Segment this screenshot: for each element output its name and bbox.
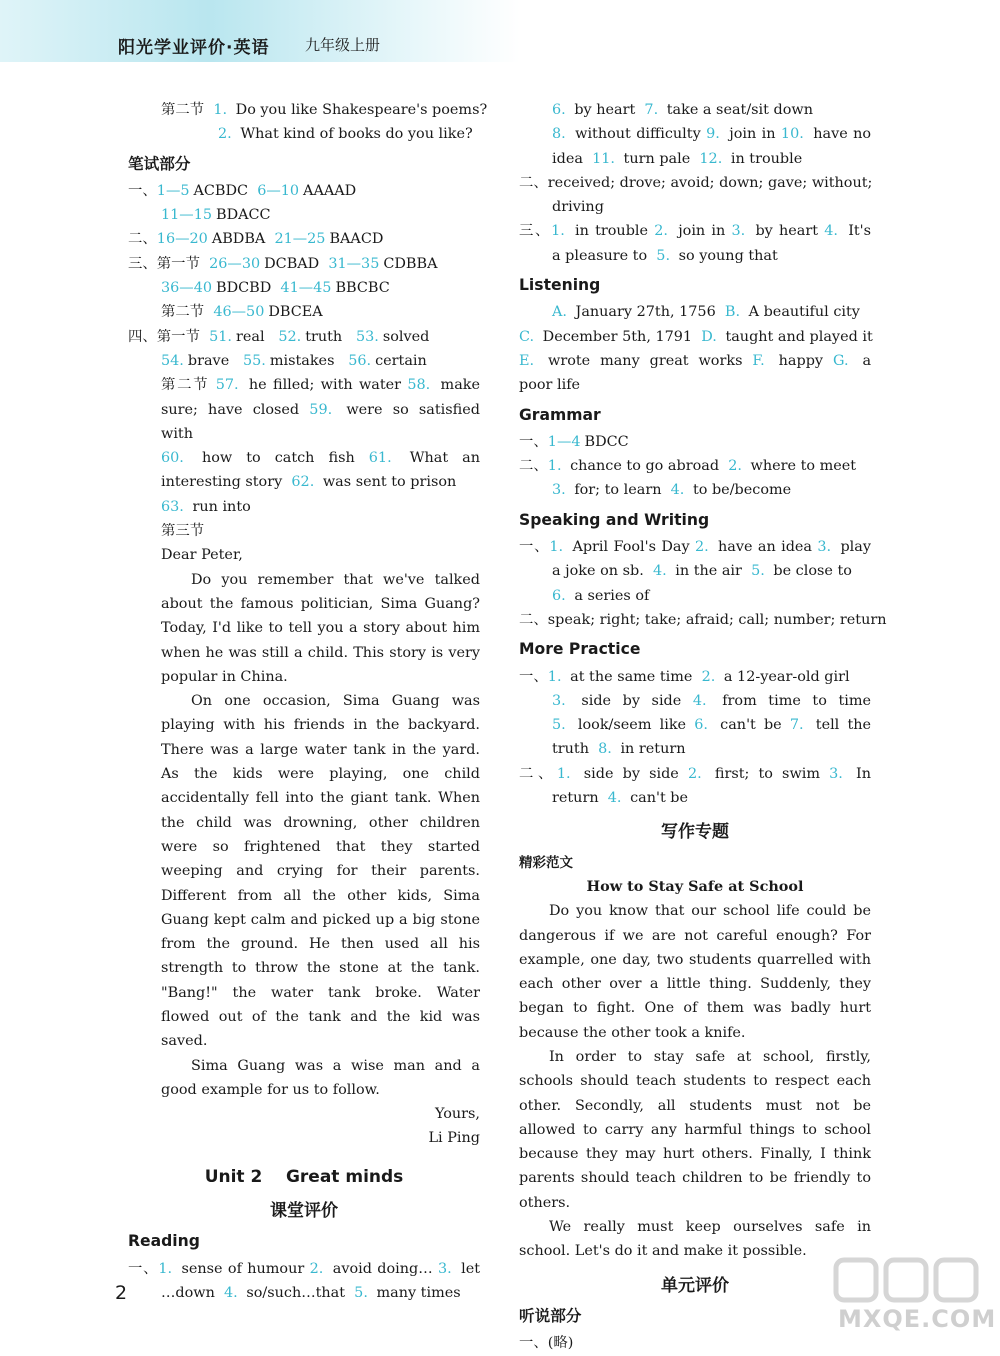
letter-paragraph: Do you remember that we've talked about the famous politician, Sima Guang? Today, I'd like to tell you a story about him when he was still a child. This story is very popular in China. — [161, 571, 480, 685]
answer-line: a joke on sb. 4. in the air 5. be close to — [552, 563, 852, 580]
book-title: 阳光学业评价·英语 — [118, 38, 270, 58]
essay-paragraph: Do you know that our school life could be dangerous if we are not careful enough? For example, one day, two students quarrelled with each other over a little thing. Suddenly, they began to fight. One of them was badly hurt because the other took a knife. — [519, 903, 871, 1041]
answer-line: 5. look/seem like 6. can't be 7. tell the — [552, 717, 872, 734]
answer-line: 3. for; to learn 4. to be/become — [552, 482, 792, 499]
answer-line: idea 11. turn pale 12. in trouble — [552, 150, 803, 167]
essay-label: 精彩范文 — [519, 854, 573, 871]
answer-line: C. December 5th, 1791 D. taught and played it — [519, 328, 873, 345]
answer-line: 3. side by side 4. from time to time — [552, 692, 872, 709]
answer-line: E. wrote many great works F. happy G. a — [519, 352, 872, 369]
right-column — [519, 98, 887, 1356]
essay-paragraph: We really must keep ourselves safe in school. Let's do it and make it possible. — [519, 1219, 871, 1260]
classroom-eval-title: 课堂评价 — [270, 1201, 338, 1222]
letter-closing: Yours, — [434, 1106, 480, 1123]
left-column — [128, 98, 488, 1305]
section-title: Speaking and Writing — [519, 510, 710, 529]
answer-line: 一、(略) — [519, 1335, 574, 1352]
letter-paragraph: On one occasion, Sima Guang was playing with his friends in the backyard. There was a large water tank in the yard. As the kids were playing, one child accidentally fell into the giant tank. When the child was drowning, other children were so frightened that they started weeping and crying for their parents. Different from all the other kids, Sima Guang kept calm and picked up a big stone from the ground. He then used all his strength to throw the stone at the tank. "Bang!" the water tank broke. Water flowed out of the tank and the kid was saved. — [161, 693, 480, 1050]
answer-line: 三、1. in trouble 2. join in 3. by heart 4. It's — [519, 223, 872, 240]
answer-line: 二、1. side by side 2. first; to swim 3. In — [519, 765, 871, 782]
section-title: Reading — [128, 1232, 200, 1251]
unit-eval-title: 单元评价 — [661, 1275, 729, 1296]
answer-line: truth 8. in return — [552, 741, 686, 758]
letter-paragraph: Sima Guang was a wise man and a good example for us to follow. — [161, 1057, 480, 1098]
answer-line: 第二节 1. Do you like Shakespeare's poems? — [161, 102, 488, 118]
answer-line: 60. how to catch fish 61. What an — [161, 450, 481, 467]
answer-line: 6. a series of — [552, 587, 650, 604]
answer-line: 二、received; drove; avoid; down; gave; without; — [519, 174, 873, 191]
watermark-text: MXQE.COM — [838, 1305, 997, 1333]
writing-topic-title: 写作专题 — [661, 822, 729, 843]
section-label: 第三节 — [161, 523, 205, 540]
answer-line: 6. by heart 7. take a seat/sit down — [552, 102, 813, 118]
section-title: Listening — [519, 276, 601, 295]
answer-line: 四、第一节 51. real 52. truth 53. solved — [128, 328, 430, 345]
answer-line: 三、第一节 26—30 DCBAD 31—35 CDBBA — [128, 255, 438, 272]
answer-line: sure; have closed 59. were so satisfied with — [161, 401, 480, 442]
answer-line: 二、speak; right; take; afraid; call; number; return — [519, 611, 887, 628]
essay-paragraph: In order to stay safe at school, firstly, schools should teach students to respect each other. Secondly, all students must not be allowed to carry any harmful things to school because they may hurt others. Finally, I think parents should teach children to be friendly to others. — [519, 1048, 871, 1211]
answer-line: 一、1. at the same time 2. a 12-year-old girl — [519, 668, 850, 685]
answer-line: a pleasure to 5. so young that — [552, 247, 778, 264]
section-title: 笔试部分 — [128, 154, 191, 173]
page-number: 2 — [115, 1282, 128, 1304]
unit-title: Unit 2 Great minds — [204, 1166, 404, 1187]
answer-line: 一、1. sense of humour 2. avoid doing… 3. let — [128, 1260, 481, 1277]
answer-line: 第二节 46—50 DBCEA — [161, 304, 323, 321]
section-title: More Practice — [519, 640, 641, 659]
book-grade: 九年级上册 — [305, 36, 381, 54]
answer-line: 一、1. April Fool's Day 2. have an idea 3. play — [519, 539, 871, 556]
answer-line: interesting story 62. was sent to prison — [161, 474, 457, 491]
answer-line: 第二节 57. he filled; with water 58. make — [161, 377, 481, 394]
letter-signature: Li Ping — [428, 1130, 480, 1147]
answer-line: A. January 27th, 1756 B. A beautiful city — [552, 304, 860, 321]
answer-line: …down 4. so/such…that 5. many times — [161, 1284, 461, 1301]
answer-line: 8. without difficulty 9. join in 10. have no — [552, 126, 872, 143]
answer-line: 一、1—4 BDCC — [519, 433, 629, 450]
answer-line: driving — [552, 199, 604, 216]
answer-line: 2. What kind of books do you like? — [218, 126, 473, 143]
letter-greeting: Dear Peter, — [161, 547, 243, 564]
section-title: Grammar — [519, 405, 601, 424]
answer-line: 一、1—5 ACBDC 6—10 AAAAD — [128, 182, 357, 199]
answer-line: 63. run into — [161, 498, 251, 515]
answer-line: return 4. can't be — [552, 790, 689, 807]
answer-line: poor life — [519, 377, 581, 394]
answer-line: 36—40 BDCBD 41—45 BBCBC — [161, 280, 390, 297]
answer-line: 54. brave 55. mistakes 56. certain — [161, 352, 427, 369]
answer-line: 二、1. chance to go abroad 2. where to meet — [519, 458, 857, 475]
answer-line: 11—15 BDACC — [161, 207, 271, 224]
essay-title: How to Stay Safe at School — [586, 877, 804, 895]
page-header-band — [0, 0, 520, 62]
answer-line: 二、16—20 ABDBA 21—25 BAACD — [128, 231, 384, 248]
section-title: 听说部分 — [519, 1306, 582, 1325]
